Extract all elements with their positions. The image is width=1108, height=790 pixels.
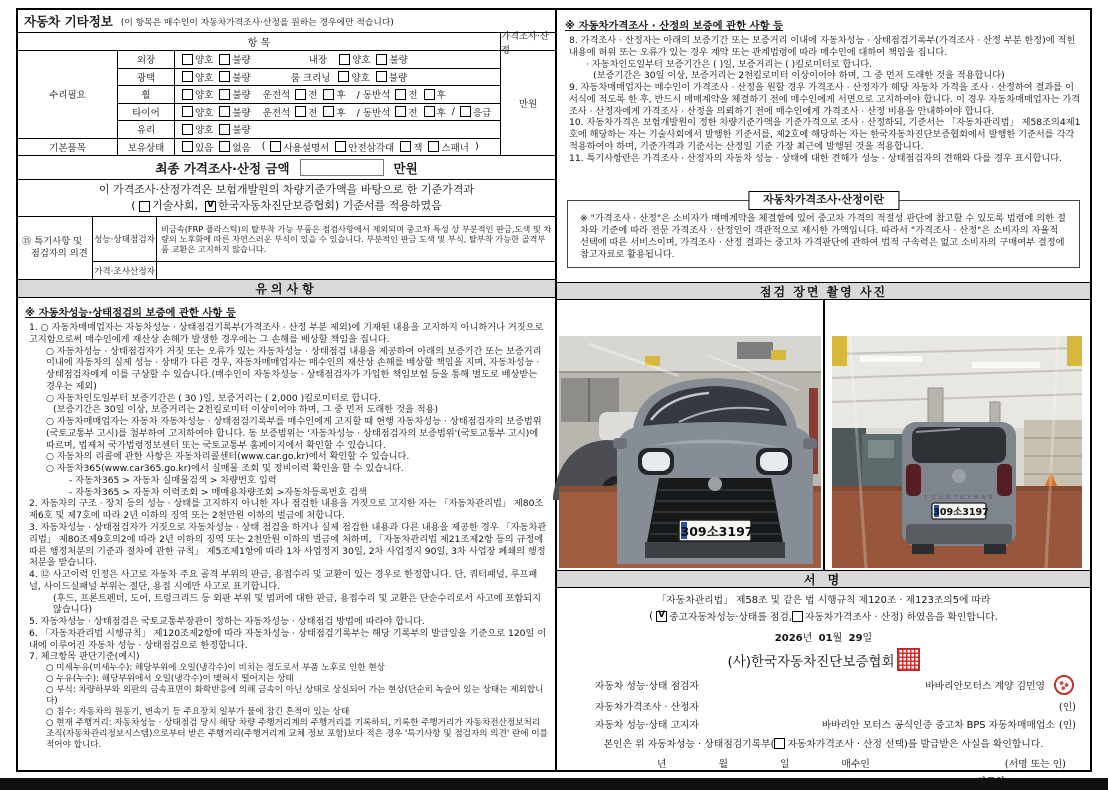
final-price-label: 최종 가격조사·산정 금액 [155,160,290,176]
notice-line: 1. ○ 자동차매매업자는 자동차성능 · 상태점검기록부(가격조사 · 산정 부분 제외)에 기재된 내용을 고지하지 아니하거나 거짓으로 고지함으로써 매수인에게 재산상 손해가 발생한 경우에는 그 손해를 배상할 책임을 집니다. [29,322,544,345]
right-panel [557,10,1090,770]
appraisal-notice [557,10,1090,186]
paren-open: ( [131,199,136,212]
driver-seat-label: 운전석 [262,107,291,119]
notice-line: ○ 자동차매매업자는 자동차 자동차성능 · 상태점검기록부를 매수인에게 고지할 때 현행 자동차성능 · 상태점검자의 보증범위(국토교통부 고시)를 첨부하여 고지하여야 합니다. 동 보증범위는 '자동차성능 · 상태점검자의 보증범위'(국토교통부 고시)에 따르며, 법제처 국가법령정보센터 또는 국토교통부 홈페이지에서 확인할 수 있습니다. [46,416,542,451]
definition-header: 자동차가격조사·산정이란 [748,191,899,210]
row-glass [175,121,501,139]
checkbox-icon[interactable] [219,124,230,135]
buyer-label: 매수인 [841,759,870,771]
notifier-name: 바바리안 모터스 공식인증 중고차 BPS 자동차매매업소 [821,720,1055,732]
final-price-input[interactable] [300,159,384,176]
row-wheel [175,86,501,104]
performance-notice-title: ※ 자동차성능·상태점검의 보증에 관한 사항 등 [25,307,236,319]
row-label-interior: 내장 [308,55,328,67]
special-label-line2: 점검자의 의견 [22,248,88,259]
checkbox-icon[interactable] [219,141,230,152]
confirm-text-pre: 본인은 위 자동차성능 · 상태점검기록부( [603,739,775,751]
row-tire [175,104,501,122]
page-title-note: (이 항목은 매수인이 자동차가격조사·산정을 원하는 경우에만 적습니다) [120,17,394,28]
appraisal-check-label: 자동차가격조사 · 산정) 하였음을 확인합니다. [805,612,998,624]
cb-wheel-good[interactable]: 양호 [182,87,213,101]
notice-line: 7. 체크항목 판단기준(예시) [29,651,140,663]
driver-seat-label: 운전석 [262,90,291,102]
checkbox-icon[interactable] [400,141,411,152]
checkbox-icon[interactable] [182,54,193,65]
checkbox-icon[interactable] [182,106,193,117]
notice-line: (보증기간은 30일 이상, 보증거리는 2천킬로미터 이상이어야 하며, 그 중 먼저 도래한 것을 적용) [53,404,439,416]
price-unit-cell: 만원 [501,51,555,156]
ymd-year: 년 [657,759,667,771]
checkbox-icon[interactable] [395,106,406,117]
buyer-date-row [567,756,1080,770]
special-notes [18,217,555,280]
check-mark: V [207,199,214,210]
checkbox-icon[interactable] [338,71,349,82]
cb-interior-bad[interactable]: 불량 [376,52,407,66]
notice-line: 3. 자동차성능 · 상태점검자가 거짓으로 자동차성능 · 상태 점검을 하거나 실제 점검한 내용과 다른 내용을 제공한 경우 「자동차관리법」 제80조제9호의2에 따라 2년 이하의 징역 또는 2천만원 이하의 벌금에 처하며, 「자동차관리법 제21조제2항 등의 규정에 따른 행정처분의 기준과 절차에 관한 규칙」 제5조제1항에 따라 1차 사업정지 30일, 2차 사업정지 90일, 3차 사업장 폐쇄의 행정처분을 받습니다. [29,522,547,569]
cb-basic-spanner[interactable]: 스패너 [428,140,469,154]
notice-line: ○ 침수: 자동차의 원동기, 변속기 등 주요장치 일부가 물에 잠긴 흔적이 있는 상태 [46,707,350,718]
row-polish [175,69,501,87]
checkbox-icon[interactable] [428,141,439,152]
cb-basic-jack[interactable]: 잭 [400,140,422,154]
rear-plate-number: 309소3197 [933,507,989,518]
final-price-unit: 만원 [393,160,418,176]
performance-notice-lines [25,322,548,751]
row-label-room-cleaning: 룸 크리닝 [290,72,331,84]
inspector-stamp-icon [1054,675,1074,695]
checkbox-icon[interactable] [270,141,281,152]
cb-exterior-bad[interactable]: 불량 [219,52,250,66]
cb-tire-driver-rear[interactable]: 후 [323,105,345,119]
ymd-month: 월 [718,759,728,771]
appraisal-notice-lines [565,35,1082,164]
left-panel [18,10,557,770]
row-exterior [175,51,501,69]
notice-line: ○ 현재 주행거리: 자동차성능 · 상태점검 당시 해당 차량 주행거리계의 주행거리를 기록하되, 기록한 주행거리가 자동차전산정보처리조직(자동차관리정보시스템)으로부터 받은 주행거리(주행거리계 교체 정보 포함)보다 적은 경우 '특기사항 및 점검자의 의견' 란에 이를 적어야 합니다. [46,718,548,751]
row-label-polish: 광택 [118,69,175,87]
cb-basic-none[interactable]: 없음 [219,140,250,154]
kada-label: 한국자동차진단보증협회 [218,199,335,212]
cb-polish-good[interactable]: 양호 [182,70,213,84]
notice-line: ○ 자동차의 리콜에 관한 사항은 자동차리콜센터(www.car.go.kr)에서 확인할 수 있습니다. [46,451,410,463]
signature-section [557,588,1090,788]
cb-wheel-pass-rear[interactable]: 후 [424,87,446,101]
cb-basic-manual[interactable]: 사용설명서 [270,140,329,154]
rear-model-lettering: C O U N T R Y M A N [924,495,994,501]
paren-close: ) 기준서를 적용하였음 [334,199,442,212]
date-day-suffix: 일 [862,633,873,645]
cb-wheel-bad[interactable]: 불량 [219,87,250,101]
front-plate-number: 309소3197 [680,524,754,539]
passenger-seat-label: / 동반석 [356,90,391,102]
notice-line: 4. ⑫ 사고이력 인정은 사고로 자동차 주요 골격 부위의 판금, 용접수리 및 교환이 있는 경우로 한정합니다. 단, 쿼터패널, 루프패널, 사이드실패널 부위는 절단, 용접 시에만 사고로 표기합니다. [29,569,538,592]
slash-label: / [451,106,455,118]
col-header-item: 항 목 [18,33,501,51]
photo-rear [832,336,1082,568]
cb-room-good[interactable]: 양호 [338,70,369,84]
cb-kada-checked[interactable] [205,201,216,212]
checkbox-icon[interactable] [219,89,230,100]
notice-line: 2. 자동차의 구조 · 장치 등의 성능 · 상태를 고지하지 아니한 자나 점검한 내용을 거짓으로 고지한 자는 「자동차관리법」 제80조제6호 및 제7호에 따라 2년 이하의 징역 또는 2천만원 이하의 벌금에 처합니다. [29,498,544,522]
row-basic-items [175,139,501,157]
price-basis-line2 [131,198,442,215]
special-notes-label [18,217,93,280]
cb-tire-driver-front[interactable]: 전 [295,105,317,119]
notice-line: (후드, 프론트펜더, 도어, 트렁크리드 등 외판 부위 및 범퍼에 대한 판금, 용접수리 및 교환은 단순수리로서 사고에 포함되지 않습니다) [53,592,541,616]
repair-group-label: 수리필요 [18,51,118,139]
notice-line: ○ 자동차365(www.car365.go.kr)에서 실매물 조회 및 정비이력 확인을 할 수 있습니다. [46,463,404,475]
appraiser-opinion-label: 가격·조사산정자 [93,262,157,280]
row-label-exterior: 외장 [118,51,175,69]
tech-society-label: 기술사회 [151,199,195,212]
checkbox-icon[interactable] [323,106,334,117]
row-label-tire: 타이어 [118,104,175,122]
price-basis [18,180,555,217]
cb-tire-pass-rear[interactable]: 후 [424,105,446,119]
cb-glass-good[interactable]: 양호 [182,122,213,136]
appraiser-seal-placeholder: (인) [1058,702,1076,714]
inspector-sign-row [567,675,1080,695]
appraiser-opinion-text[interactable] [157,262,557,280]
inspector-opinion-text: 비금속(FRP 플라스틱)의 탈부착 가능 부품은 점검사항에서 제외되며 중고차 특성 상 부분적인 판금,도색 및 차량의 노후화에 따른 자연스러운 부식이 있을 수 있습니다. 부분적인 판금 도색 및 부식, 탈부착 가능한 골격부품 교환은 고지하지 않습니다. [157,217,557,262]
checkbox-icon[interactable] [182,89,193,100]
checkbox-icon[interactable] [295,106,306,117]
row-label-glass: 유리 [118,121,175,139]
notifier-sign-row [567,717,1080,731]
cb-tech-society[interactable] [139,201,150,212]
confirm-text-post: )를 발급받은 사실을 확인합니다. [904,739,1044,751]
signature-bar: 서 명 [557,570,1090,588]
paren-open: ( [649,610,657,622]
notifier-seal-placeholder: (인) [1058,720,1076,732]
definition-text: ※ "가격조사 · 산정"은 소비자가 매매계약을 체결함에 있어 중고차 가격의 적절성 판단에 참고할 수 있도록 법령에 의한 절차와 기준에 따라 전문 가격조사 · 산정인이 객관적으로 제시한 가액입니다. 따라서 "가격조사 · 산정"은 소비자의 자율적 선택에 따른 서비스이며, 가격조사 · 산정 결과는 중고차 가격판단에 관하여 법적 구속력은 없고 소비자의 구매여부 결정에 참고자료로 활용됩니다. [580,213,1066,261]
comma: , [194,199,205,212]
photos-bar: 점검 장면 촬영 사진 [557,282,1090,300]
date-year: 2026 [774,633,803,645]
appraisal-notice-title: ※ 자동차가격조사 · 산정의 보증에 관한 사항 등 [565,20,784,32]
date-day: 29 [848,633,863,645]
association-line [567,648,1080,671]
checkbox-icon[interactable] [339,54,350,65]
section-title-row [18,10,555,33]
cb-polish-bad[interactable]: 불량 [219,70,250,84]
paren-open: ( [261,141,266,153]
cb-tire-good[interactable]: 양호 [182,105,213,119]
checkbox-icon[interactable] [376,54,387,65]
cb-glass-bad[interactable]: 불량 [219,122,250,136]
inspector-opinion-label: 성능·상태점검자 [93,217,157,262]
notice-line: · 자동차인도일부터 보증기간은 ( )일, 보증거리는 ( )킬로미터로 합니다. [586,58,873,70]
photo-front-cell [557,300,823,570]
checkbox-icon[interactable] [376,71,387,82]
passenger-seat-label: / 동반석 [356,107,391,119]
notice-line: 9. 자동차매매업자는 매수인이 가격조사 · 산정을 원할 경우 가격조사 · 산정자가 해당 자동차 가격을 조사 · 산정하여 결과를 이 서식에 적도록 한 후, 반드시 매매계약을 체결하기 전에 매수인에게 서면으로 고지하여야 합니다. 이 경우 자동차매매업자는 가격조사 · 산정자에게 가격조사 · 산정을 의뢰하기 전에 매수인에게 가격조사 · 산정 비용을 안내하여야 합니다. [569,82,1081,117]
cb-tire-pass-front[interactable]: 전 [395,105,417,119]
paren-close: ) [474,141,479,153]
cb-tire-emergency[interactable]: 응급 [460,105,491,119]
notice-line: 11. 특기사항란은 가격조사 · 산정자의 자동차 성능 · 상태에 대한 견해가 성능 · 상태점검자의 견해와 다를 경우 표시합니다. [569,152,1063,164]
cb-appraisal-select[interactable] [774,738,785,749]
buyer-confirm-line [567,736,1080,750]
checkbox-icon[interactable] [395,89,406,100]
checkbox-icon[interactable] [182,124,193,135]
notice-line: ○ 자동차성능 · 상태점검자가 거짓 또는 오류가 있는 자동차성능 · 상태점검 내용을 제공하여 아래의 보증기간 또는 보증거리 이내에 자동차의 실제 성능 · 상태가 다른 경우, 자동차매매업자는 매수인의 재산상 손해를 배상할 책임을 지며, 자동차성능 · 상태점검자에게 이를 구상할 수 있습니다.(매수인이 자동차성능 · 상태점검자가 가입한 책임보험 등을 통해 별도로 배상받는 경우는 제외) [46,345,542,392]
sign-date [567,629,1080,644]
notice-line: ○ 미세누유(미세누수): 해당부위에 오일(냉각수)이 비치는 정도로서 부품 노후로 인한 현상 [46,663,385,674]
bottom-divider-bar [0,778,1108,790]
cb-performance-check[interactable] [656,611,667,622]
cb-wheel-pass-front[interactable]: 전 [395,87,417,101]
notice-line: ○ 자동차인도일부터 보증기간은 ( 30 )일, 보증거리는 ( 2,000 )킬로미터로 합니다. [46,392,382,404]
association-name: (사)한국자동차진단보증협회 [727,653,895,670]
notice-line: (보증기간은 30일 이상, 보증거리는 2천킬로미터 이상이어야 하며, 그 중 먼저 도래한 것을 적용합니다) [593,70,1005,82]
checkbox-icon[interactable] [323,89,334,100]
inspection-photos [557,300,1090,570]
cb-interior-good[interactable]: 양호 [339,52,370,66]
holding-label: 보유상태 [118,139,175,157]
price-basis-line1: 이 가격조사·산정가격은 보험개발원의 차량기준가액을 바탕으로 한 기준가격과 [98,182,475,196]
appraiser-label: 자동차가격조사 · 산정자 [595,702,699,714]
inspector-label: 자동차 성능·상태 점검자 [595,681,699,693]
photo-rear-cell [823,300,1091,570]
vehicle-inspection-form [16,8,1092,772]
date-month: 01 [818,633,833,645]
caution-bar: 유의사항 [18,280,555,298]
special-label-line1: ⑮ 특기사항 및 [22,235,83,247]
cb-wheel-driver-rear[interactable]: 후 [323,87,345,101]
cb-basic-have[interactable]: 있음 [182,140,213,154]
inspector-name: 바바리안모터스 계양 김민영 [925,681,1045,693]
final-price-row [18,156,555,180]
checkbox-icon[interactable] [460,106,471,117]
appraisal-select-label: 자동차가격조사 · 산정 선택 [787,739,905,751]
row-label-wheel: 휠 [118,86,175,104]
checkbox-icon[interactable] [424,89,435,100]
cb-wheel-driver-front[interactable]: 전 [295,87,317,101]
basic-items-label: 기본품목 [18,139,118,157]
checkbox-icon[interactable] [335,141,346,152]
notice-line: - 자동차365 > 자동차 실매물검색 > 차량번호 입력 [69,474,277,486]
col-header-price: 가격조사·산정 [501,33,555,51]
front-license-plate [679,520,753,541]
notice-line: 10. 자동차가격은 보험개발원이 정한 차량기준가액을 기준가격으로 조사 · 산정하되, 기준서는 「자동차관리법」 제58조의4제1호에 해당하는 자는 기술사회에서 발행한 기준서를, 제2호에 해당하는 자는 한국자동차진단보증협회에서 발행한 기준서를 각각 적용하여야 하며, 기준가격과 기준서는 산정일 기준 가장 최근에 발행된 것을 적용합니다. [569,117,1081,152]
cb-appraisal-check[interactable] [792,611,803,622]
checkbox-icon[interactable] [295,89,306,100]
notice-line: ○ 누유(누수): 해당부위에서 오일(냉각수)이 맺혀서 떨어지는 상태 [46,674,294,685]
cb-tire-bad[interactable]: 불량 [219,105,250,119]
sign-statement-line1: 「자동차관리법」 제58조 및 같은 법 시행규칙 제120조 · 제123조의5에 따라 [656,595,991,606]
performance-notice [18,298,555,751]
checkbox-icon[interactable] [219,71,230,82]
date-month-suffix: 월 [832,633,849,645]
rear-license-plate [932,503,989,519]
appraiser-sign-row [567,699,1080,713]
info-table [18,30,555,156]
checkbox-icon[interactable] [219,106,230,117]
notifier-label: 자동차 성능·상태 고지자 [595,720,699,732]
checkbox-icon[interactable] [182,141,193,152]
photo-front [559,336,821,568]
cb-basic-triangle[interactable]: 안전삼각대 [335,140,394,154]
date-year-suffix: 년 [802,633,819,645]
notice-line: 6. 「자동차관리법 시행규칙」 제120조제2항에 따라 자동차성능 · 상태점검기록부는 해당 기록부의 발급일을 기준으로 120일 이내에 이루어진 자동차 성능 · 상태점검으로 한정합니다. [29,627,547,651]
check-mark: V [658,609,666,620]
notice-line: - 자동차365 > 자동차 이력조회 > 매매용차량조회 >자동차등록번호 검색 [69,486,368,498]
cb-room-bad[interactable]: 불량 [376,70,407,84]
definition-section [557,186,1090,282]
definition-box [567,193,1080,268]
notice-line: ○ 부식: 차량하부와 외판의 금속표면이 화학반응에 의해 금속이 아닌 상태로 상실되어 가는 현상(단순히 녹슬어 있는 상태는 제외합니다) [46,685,544,707]
cb-exterior-good[interactable]: 양호 [182,52,213,66]
buyer-seal-placeholder: (서명 또는 인) [1004,759,1066,771]
checkbox-icon[interactable] [219,54,230,65]
checkbox-icon[interactable] [424,106,435,117]
checkbox-icon[interactable] [182,71,193,82]
sign-statement-line2 [567,609,1080,623]
performance-check-label: 중고자동차성능·상태를 점검, [669,612,792,624]
ymd-day: 일 [779,759,790,771]
page-title: 자동차 기타정보 [24,14,113,29]
association-stamp-icon [897,648,920,671]
notice-line: 8. 가격조사 · 산정자는 아래의 보증기간 또는 보증거리 이내에 자동차성능 · 상태점검기록부(가격조사 · 산정 부분 한정)에 적힌 내용에 허위 또는 오류가 있는 경우 계약 또는 관계법령에 따라 매수인에 대하여 책임을 집니다. [569,35,1076,58]
notice-line: 5. 자동차성능 · 상태점검은 국토교통부장관이 정하는 자동차성능 · 상태점검 방법에 따라야 합니다. [29,616,425,628]
